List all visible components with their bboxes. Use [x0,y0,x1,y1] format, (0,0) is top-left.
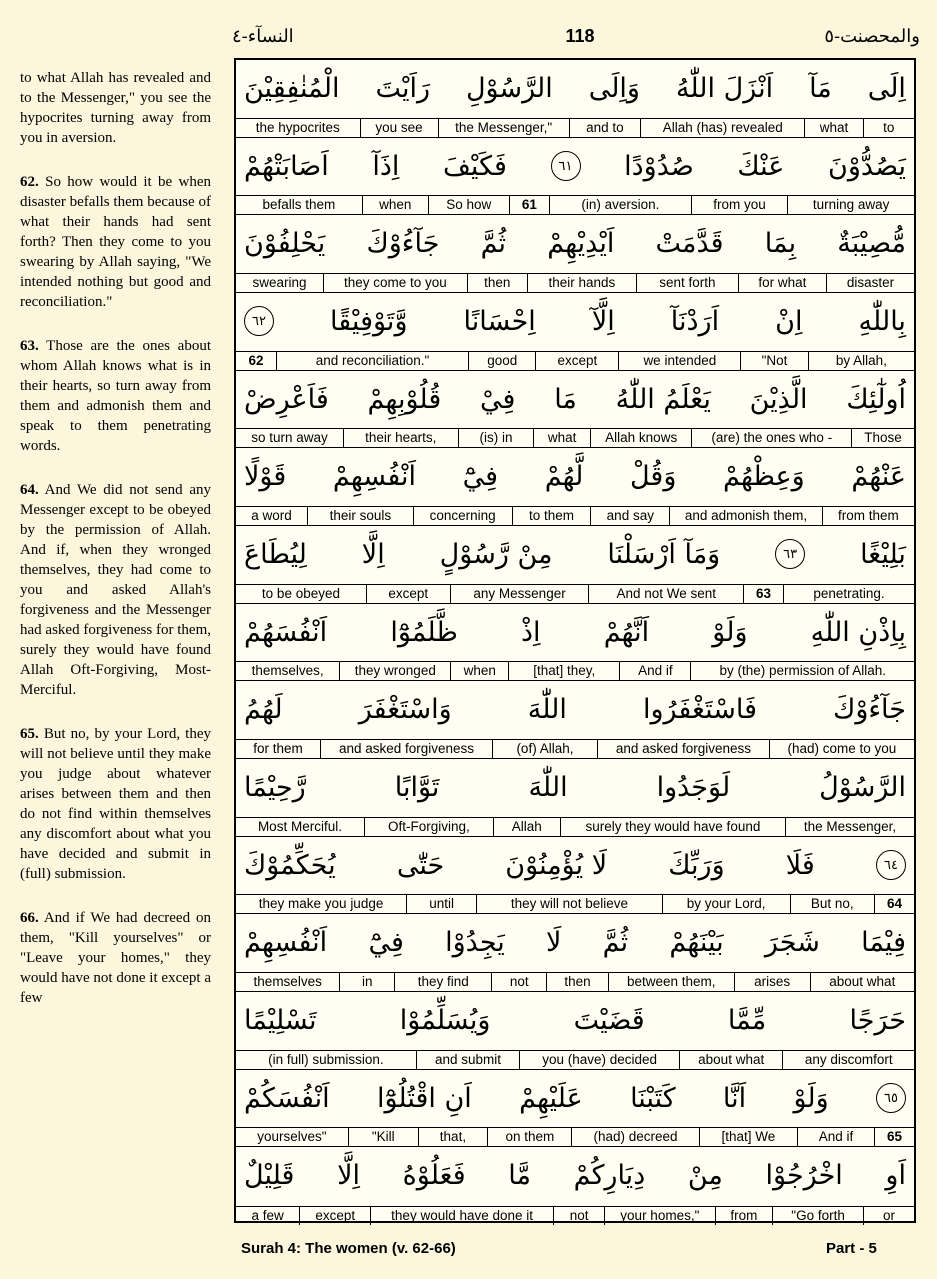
page-number: 118 [565,26,595,46]
arabic-line [236,1147,914,1204]
verse-row [236,215,914,293]
arabic-word: بَيْنَهُمْ [669,927,724,959]
commentary-text: to what Allah has revealed and to the Messenger," you see the hypocrites turning away from you in aversion. [20,70,211,146]
arabic-word: تَسْلِيْمًا [244,1004,317,1036]
translation-cell: (had) decreed [571,1128,698,1146]
verse-row [236,448,914,526]
translation-line [236,351,914,370]
translation-line [236,894,914,913]
arabic-word: مِنْ رَّسُوْلٍ [439,538,553,570]
translation-line [236,1206,914,1225]
translation-cell: (in) aversion. [549,196,691,214]
translation-cell: when [362,196,428,214]
arabic-word: فِيْمَا [861,927,906,959]
arabic-word: فَاسْتَغْفَرُوا [642,694,757,726]
arabic-word: اِلَّآ [591,305,615,337]
arabic-word: رَاَيْتَ [375,73,431,104]
arabic-word: اَوِ [885,1160,906,1192]
arabic-word: اَنَّا [722,1082,747,1114]
verse-row [236,604,914,682]
translation-line [236,118,914,137]
arabic-word: قَلِيْلٌ [244,1160,295,1192]
arabic-word: مُّصِيْبَةٌ [837,228,906,260]
translation-cell: not [553,1207,604,1225]
translation-cell: about what [679,1051,782,1069]
arabic-word: لِيُطَاعَ [244,538,307,570]
translation-cell: So how [428,196,509,214]
arabic-word: جَآءُوْكَ [366,228,440,260]
translation-cell: so turn away [251,430,328,446]
verse-number-cell: 62 [248,352,264,368]
translation-cell: about what [810,973,914,991]
arabic-word: الرَّسُوْلُ [819,771,906,803]
translation-cell: a word [251,507,292,523]
arabic-word: الْمُنٰفِقِيْنَ [244,73,340,104]
arabic-word: شَجَرَ [764,927,820,959]
translation-cell: then [467,274,527,292]
arabic-word: لَّهُمْ [544,461,584,493]
arabic-word: فَكَيْفَ [442,150,507,182]
translation-cell: and to [569,119,640,137]
arabic-word: مَّا [508,1160,531,1192]
translation-line [236,1050,914,1069]
ayah-marker: ٦٣ [775,539,805,569]
translation-cell: or [863,1207,914,1225]
arabic-word: اِلَّا [361,538,385,570]
arabic-word: وَرَبِّكَ [668,849,725,881]
verse-row [236,293,914,371]
commentary-paragraph [20,480,211,700]
arabic-word: عَنْهُمْ [851,461,906,493]
arabic-word: اِلَّا [337,1160,360,1192]
arabic-word: لَوَجَدُوا [656,771,731,803]
arabic-word: يَصُدُّوْنَ [828,150,906,182]
commentary-text: So how would it be when disaster befalls them because of what their hands had sent forth? Then they come to you swearing by Allah saying, "We intended nothing but good and reconciliation." [20,174,211,310]
translation-cell: by your Lord, [662,895,790,913]
arabic-word: قَضَيْتَ [573,1004,645,1036]
translation-line [236,584,914,603]
translation-cell: they come to you [323,274,467,292]
arabic-word: اَنِ اقْتُلُوْٓا [376,1082,472,1114]
arabic-word: وَلَوْ [793,1082,829,1114]
translation-cell: that, [418,1128,488,1146]
translation-cell: concerning [413,507,512,525]
arabic-word: وَعِظْهُمْ [722,461,805,493]
verse-number-cell: 65 [874,1128,914,1146]
translation-cell: what [533,429,590,447]
verse-row [236,992,914,1070]
arabic-word: يَعْلَمُ اللّٰهُ [615,383,711,415]
translation-cell: themselves, [251,663,324,679]
translation-cell: until [406,895,476,913]
translation-cell: we intended [618,352,740,370]
ayah-marker: ٦٤ [876,850,906,880]
arabic-line [236,448,914,505]
arabic-word: اَنْفُسِهِمْ [244,927,328,959]
verse-number-cell: 63 [743,585,783,603]
arabic-word: يَحْلِفُوْنَ [244,228,326,260]
arabic-word: قَوْلًا [244,461,287,493]
translation-cell: except [299,1207,370,1225]
translation-cell: when [450,662,508,680]
commentary-paragraph [20,172,211,312]
arabic-word: اخْرُجُوْا [765,1160,843,1192]
translation-cell: on them [487,1128,571,1146]
verse-row [236,138,914,216]
translation-cell: Most Merciful. [257,818,342,834]
translation-cell: the hypocrites [255,119,340,135]
translation-cell: befalls them [262,197,336,213]
arabic-word: اللّٰهَ [528,771,568,803]
translation-line [236,428,914,447]
ayah-marker: ٦١ [551,151,581,181]
arabic-word: اِلَى [867,73,906,104]
arabic-line [236,992,914,1049]
arabic-word: اَيْدِيْهِمْ [547,228,615,260]
arabic-word: اِذَآ [372,150,400,182]
arabic-word: مَا [554,383,577,415]
arabic-word: الَّذِيْنَ [749,383,808,415]
translation-cell: good [468,352,535,370]
commentary-paragraph [20,68,211,148]
arabic-word: اَنْزَلَ اللّٰهُ [675,73,774,104]
arabic-line [236,759,914,816]
translation-cell: (had) come to you [769,740,914,758]
translation-cell: they wronged [339,662,450,680]
translation-cell: to them [512,507,591,525]
translation-cell: and reconciliation." [276,352,468,370]
translation-cell: surely they would have found [560,818,785,836]
translation-cell: any Messenger [450,585,589,603]
verse-number: 62. [20,174,39,190]
ayah-marker: ٦٢ [244,306,274,336]
arabic-word: لَهُمُ [244,694,283,726]
translation-cell: Allah knows [590,429,692,447]
arabic-line [236,1070,914,1127]
footer-part: Part - 5 [826,1240,877,1257]
translation-cell: you (have) decided [519,1051,679,1069]
translation-cell: your homes," [604,1207,714,1225]
arabic-word: وَاِلَى [588,73,640,104]
translation-line [236,972,914,991]
translation-cell: to be obeyed [261,585,340,601]
translation-cell: [that] We [699,1128,797,1146]
translation-line [236,739,914,758]
arabic-line [236,60,914,117]
arabic-word: عَنْكَ [737,150,785,182]
translation-cell: But no, [790,895,874,913]
arabic-word: اُولٰٓئِكَ [846,383,906,415]
translation-cell: except [535,352,618,370]
verse-number: 66. [20,910,39,926]
verse-number-cell: 64 [874,895,914,913]
arabic-word: عَلَيْهِمْ [519,1082,583,1114]
arabic-word: وَاسْتَغْفَرَ [358,694,452,726]
verse-row [236,371,914,449]
translation-cell: and asked forgiveness [320,740,492,758]
verse-number: 64. [20,482,39,498]
arabic-word: لَا [546,927,562,959]
translation-cell: they would have done it [370,1207,553,1225]
arabic-line [236,526,914,583]
arabic-line [236,604,914,661]
header-surah-name: النسآء-٤ [232,26,294,47]
arabic-word: اَصَابَتْهُمْ [244,150,329,182]
translation-cell: and asked forgiveness [597,740,769,758]
arabic-word: لَا يُؤْمِنُوْنَ [505,849,608,881]
translation-line [236,506,914,525]
arabic-word: فِيْ [480,383,516,415]
arabic-word: اَنْفُسَكُمْ [244,1082,330,1114]
arabic-word: تَوَّابًا [394,771,440,803]
arabic-line [236,837,914,894]
arabic-word: اَرَدْنَآ [670,305,720,337]
translation-cell: from you [691,196,787,214]
translation-cell: [that] they, [508,662,619,680]
arabic-word: فِيْٓ [462,461,499,493]
arabic-word: ثُمَّ [602,927,629,959]
translation-cell: disaster [826,274,914,292]
verse-row [236,526,914,604]
arabic-line [236,138,914,195]
footer-surah: Surah 4: The women (v. 62-66) [241,1240,456,1257]
arabic-word: كَتَبْنَا [630,1082,676,1114]
word-by-word-grid [234,58,916,1223]
arabic-word: وَّتَوْفِيْقًا [330,305,408,337]
translation-cell: their hearts, [343,429,457,447]
arabic-word: يُحَكِّمُوْكَ [244,849,336,881]
verse-row [236,759,914,837]
arabic-word: اَنَّهُمْ [603,616,650,648]
arabic-word: اِحْسَانًا [463,305,536,337]
translation-cell: in [339,973,394,991]
translation-cell: from [715,1207,773,1225]
arabic-word: فَاَعْرِضْ [244,383,329,415]
arabic-word: ظَّلَمُوْٓا [390,616,458,648]
translation-cell: you see [360,119,438,137]
translation-cell: except [366,585,450,603]
translation-cell: any discomfort [782,1051,914,1069]
arabic-word: ثُمَّ [480,228,507,260]
commentary-paragraph [20,724,211,884]
arabic-word: وَقُلْ [629,461,677,493]
translation-cell: a few [251,1207,284,1223]
translation-cell: for them [253,740,303,756]
arabic-word: قَدَّمَتْ [655,228,724,260]
arabic-word: اَنْفُسَهُمْ [244,616,328,648]
verse-row [236,1147,914,1225]
arabic-word: جَآءُوْكَ [833,694,906,726]
arabic-word: بِمَا [764,228,797,260]
arabic-word: بَلِيْغًا [860,538,906,570]
translation-cell: from them [822,507,914,525]
ayah-marker: ٦٥ [876,1083,906,1113]
verse-row [236,681,914,759]
translation-line [236,273,914,292]
translation-cell: And if [797,1128,874,1146]
arabic-word: بِاللّٰهِ [858,305,906,337]
arabic-word: حَرَجًا [849,1004,906,1036]
translation-cell: their hands [527,274,636,292]
translation-cell: not [491,973,546,991]
translation-cell: they find [394,973,491,991]
translation-line [236,817,914,836]
translation-cell: (of) Allah, [492,740,597,758]
verse-row [236,1070,914,1148]
translation-cell: they make you judge [258,896,384,912]
arabic-word: اِنْ [775,305,803,337]
arabic-word: فَلَا [785,849,815,881]
translation-cell: the Messenger," [438,119,569,137]
translation-cell: (is) in [458,429,534,447]
translation-cell: by Allah, [808,352,914,370]
translation-cell: Those [851,429,914,447]
translation-cell: "Go forth [772,1207,863,1225]
translation-cell: they will not believe [476,895,662,913]
arabic-line [236,371,914,428]
arabic-word: بِاِذْنِ اللّٰهِ [810,616,906,648]
translation-cell: themselves [253,973,322,989]
translation-cell: (in full) submission. [268,1051,384,1067]
translation-cell: "Not [740,352,807,370]
arabic-word: فِيْٓ [368,927,404,959]
commentary-text: Those are the ones about whom Allah knows what is in their hearts, so turn away from them and admonish them and speak to them penetrating words. [20,338,211,454]
verse-row [236,914,914,992]
translation-cell: and submit [416,1051,519,1069]
translation-cell: and say [590,507,669,525]
arabic-word: دِيَارِكُمْ [573,1160,646,1192]
arabic-word: اِذْ [521,616,541,648]
verse-row [236,60,914,138]
translation-cell: between them, [608,973,734,991]
commentary-text: But no, by your Lord, they will not believe until they make you judge about whatever arises between them and then do not find within themselves any discomfort about what you have decided and submit in (full) submission. [20,726,212,882]
translation-line [236,1127,914,1146]
arabic-word: صُدُوْدًا [624,150,694,182]
translation-cell: penetrating. [783,585,914,603]
arabic-word: وَلَوْ [712,616,748,648]
arabic-word: مِنْ [687,1160,723,1192]
translation-cell: turning away [787,196,914,214]
translation-cell: for what [738,274,826,292]
translation-cell: their souls [307,507,413,525]
arabic-line [236,293,914,350]
arabic-word: اَنْفُسِهِمْ [332,461,417,493]
translation-cell: "Kill [348,1128,418,1146]
translation-cell: (are) the ones who - [691,429,851,447]
arabic-word: مِّمَّا [727,1004,767,1036]
arabic-word: فَعَلُوْهُ [402,1160,466,1192]
translation-line [236,195,914,214]
arabic-line [236,215,914,272]
translation-cell: what [804,119,862,137]
translation-cell: arises [734,973,810,991]
translation-cell: sent forth [636,274,738,292]
arabic-word: وَمَآ اَرْسَلْنَا [607,538,721,570]
arabic-word: يَجِدُوْا [445,927,505,959]
translation-cell: to [863,119,914,137]
translation-line [236,661,914,680]
arabic-line [236,681,914,738]
translation-cell: the Messenger, [785,818,914,836]
translation-cell: then [546,973,608,991]
translation-cell: yourselves" [257,1129,327,1145]
arabic-word: مَآ [809,73,832,104]
commentary-column [20,68,211,1032]
arabic-word: الرَّسُوْلِ [465,73,553,104]
translation-cell: Allah (has) revealed [640,119,804,137]
header-juz-name: والمحصنت-٥ [824,26,920,47]
verse-number-cell: 61 [509,196,549,214]
commentary-text: And if We had decreed on them, "Kill yourselves" or "Leave your homes," they would have not done it except a few [20,910,211,1006]
verse-number: 65. [20,726,39,742]
translation-cell: And not We sent [588,585,743,603]
arabic-word: حَتّٰى [396,849,445,881]
translation-cell: and admonish them, [669,507,822,525]
translation-cell: Oft-Forgiving, [364,818,493,836]
verse-row [236,837,914,915]
verse-number: 63. [20,338,39,354]
arabic-line [236,914,914,971]
translation-cell: swearing [252,274,307,290]
translation-cell: Allah [493,818,560,836]
arabic-word: وَيُسَلِّمُوْا [399,1004,491,1036]
translation-cell: by (the) permission of Allah. [690,662,914,680]
arabic-word: قُلُوْبِهِمْ [367,383,442,415]
arabic-word: رَّحِيْمًا [244,771,306,803]
translation-cell: And if [619,662,690,680]
commentary-paragraph [20,336,211,456]
commentary-text: And We did not send any Messenger except to be obeyed by the permission of Allah. And if, when they wronged themselves, they had come to you and asked Allah's forgiveness and the Messenger had asked forgiveness for them, surely they would have found Allah Oft-Forgiving, Most-Merciful. [20,482,211,698]
arabic-word: اللّٰهَ [527,694,567,726]
commentary-paragraph [20,908,211,1008]
